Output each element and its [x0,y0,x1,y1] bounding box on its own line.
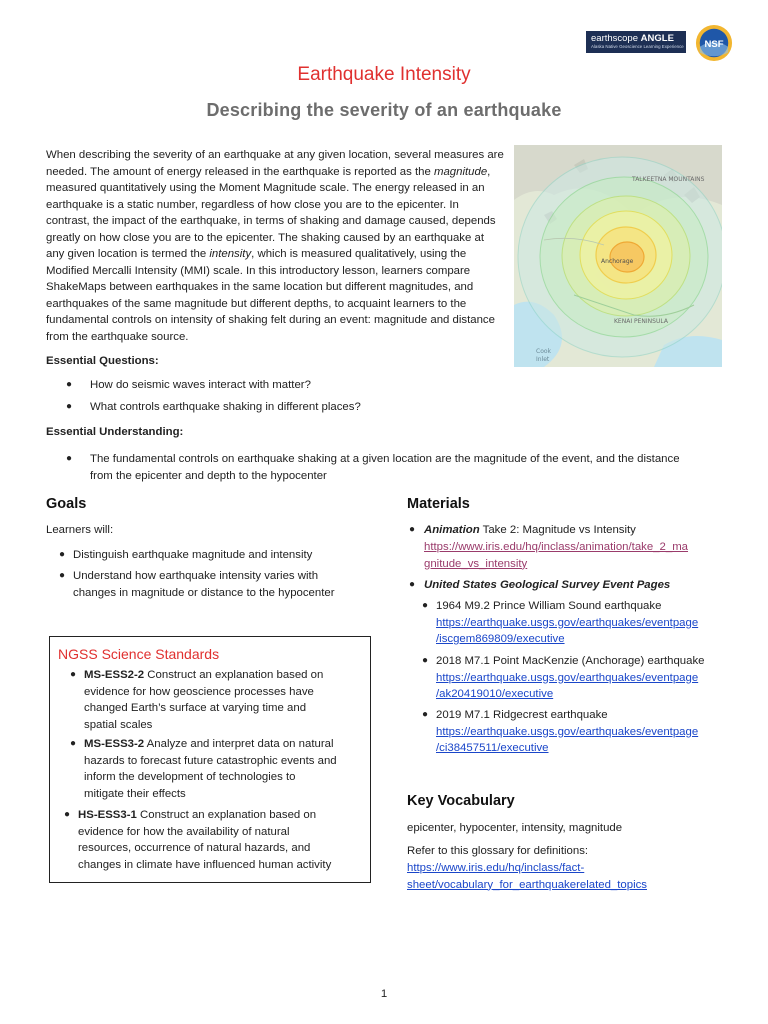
intro-text-3: , which is measured qualitatively, using the Modified Mercalli Intensity (MMI) scale. In this introductory lesson, learners compare ShakeMaps between earthquakes in the same location but different magnitudes, and earthquakes of the same magnitude but different depths, to acquaint learners to the fundamental controls on intensity of shaking felt during an event: magnitude and distance from the earthquake source. [46,248,495,343]
animation-link[interactable]: https://www.iris.edu/hq/inclass/animation/take_2_ma [424,541,689,553]
standard-text: Construct an explanation based on [136,809,317,821]
standard-text: hazards to forecast future catastrophic events and [84,754,337,767]
standard-code: MS-ESS2-2 [84,669,145,681]
standard-code: MS-ESS3-2 [84,738,145,750]
goal-text: Understand how earthquake intensity varies with [73,570,319,582]
standard-text: evidence for how the availability of natural [78,825,290,838]
glossary-link-cont[interactable]: sheet/vocabulary_for_earthquakerelated_topics [407,878,647,891]
map-label-peninsula: KENAI PENINSULA [614,318,668,325]
bullet-icon: ● [422,655,429,666]
essential-understanding-heading: Essential Understanding: [46,426,184,438]
event-title: 2018 M7.1 Point MacKenzie (Anchorage) earthquake [436,655,705,667]
vocabulary-refer: Refer to this glossary for definitions: [407,845,589,857]
logo-brand: earthscope [591,33,639,44]
page-subtitle: Describing the severity of an earthquake [206,100,562,120]
event-link[interactable]: https://earthquake.usgs.gov/earthquakes/eventpage [436,671,699,684]
intro-paragraph [46,147,504,345]
page-number: 1 [380,988,388,1000]
materials-heading: Materials [407,496,470,512]
list-item [66,451,726,485]
question-text: What controls earthquake shaking in different places? [90,401,361,413]
list-item [59,568,379,602]
event-title: 1964 M9.2 Prince William Sound earthquake [436,600,662,612]
bullet-icon: ● [66,379,73,390]
event-link-cont[interactable]: /iscgem869809/executive [436,633,565,645]
bullet-icon: ● [70,669,77,680]
animation-label: Animation [424,524,480,536]
nsf-logo [695,24,733,62]
nsf-logo-text: NSF [704,38,724,50]
page-title: Earthquake Intensity [297,64,471,85]
intro-text-1: When describing the severity of an earthquake at any given location, several measures are needed. The amount of energy released in the earthquake is reported as the [46,149,504,178]
earthscope-angle-logo [586,31,686,53]
intro-text-2: , measured quantitatively using the Moment Magnitude scale. The energy released in an earthquake is a static number, regardless of how close you are to the epicenter. In contrast, the impact of the earthquake, in terms of shaking and damage caused, depends greatly on how close you are to the epicenter. The shaking caused by an earthquake at any given location is termed the [46,165,496,260]
event-link-cont[interactable]: /ak20419010/executive [436,688,554,700]
bullet-icon: ● [70,738,77,749]
ngss-standards-box [49,636,371,883]
logo-angle: ANGLE [640,33,674,44]
glossary-link[interactable]: https://www.iris.edu/hq/inclass/fact- [407,862,585,874]
shakemap-graphic [514,145,722,367]
bullet-icon: ● [66,453,73,464]
intro-emphasis-intensity: intensity [209,248,252,260]
bullet-icon: ● [66,401,73,412]
map-label-mountains: TALKEETNA MOUNTAINS [632,176,705,183]
standard-text: resources, occurrence of natural hazards, and [78,842,311,854]
bullet-icon: ● [422,709,429,720]
understanding-text-2: from the epicenter and depth to the hypocenter [90,469,327,482]
event-link[interactable]: https://earthquake.usgs.gov/earthquakes/eventpage [436,616,699,629]
event-link-cont[interactable]: /ci38457511/executive [436,742,549,754]
essential-questions-heading: Essential Questions: [46,355,159,367]
standard-text: Analyze and interpret data on natural [144,738,334,750]
bullet-icon: ● [59,549,66,560]
goals-intro: Learners will: [46,524,114,536]
standard-text: changed Earth’s surface at varying time and [84,702,307,714]
standard-text: changes in climate have influenced human activity [78,858,332,871]
bullet-icon: ● [64,809,71,820]
intro-emphasis-magnitude: magnitude [433,165,488,178]
standard-text: inform the development of technologies to [84,771,296,783]
vocabulary-terms: epicenter, hypocenter, intensity, magnitude [407,822,623,834]
standard-text: Construct an explanation based on [144,669,324,681]
map-label-city: Anchorage [601,258,634,265]
bullet-icon: ● [409,524,416,535]
event-link[interactable]: https://earthquake.usgs.gov/earthquakes/eventpage [436,725,699,738]
standard-text: mitigate their effects [84,787,186,800]
map-label-inlet-2: Inlet [536,356,550,363]
logo-tagline: Alaska Native Geoscience Learning Experience [591,44,684,49]
understanding-text-1: The fundamental controls on earthquake shaking at a given location are the magnitude of the event, and the distance [90,453,680,465]
ngss-heading: NGSS Science Standards [58,646,220,662]
standard-code: HS-ESS3-1 [78,809,137,821]
goal-text-cont: changes in magnitude or distance to the hypocenter [73,586,335,599]
standard-text: evidence for how geoscience processes have [84,685,314,698]
question-text: How do seismic waves interact with matter? [90,379,311,391]
animation-title: Take 2: Magnitude vs Intensity [479,524,636,536]
goal-text: Distinguish earthquake magnitude and intensity [73,549,313,561]
goals-heading: Goals [46,496,87,512]
standard-text: spatial scales [84,718,153,731]
animation-link-cont[interactable]: gnitude_vs_intensity [424,557,528,570]
vocabulary-heading: Key Vocabulary [407,793,515,809]
shakemap-image [514,145,722,367]
bullet-icon: ● [422,600,429,611]
bullet-icon: ● [59,570,66,581]
bullet-icon: ● [409,579,416,590]
event-title: 2019 M7.1 Ridgecrest earthquake [436,709,608,721]
usgs-label: United States Geological Survey Event Pages [424,579,671,591]
map-label-inlet: Cook [536,348,552,355]
